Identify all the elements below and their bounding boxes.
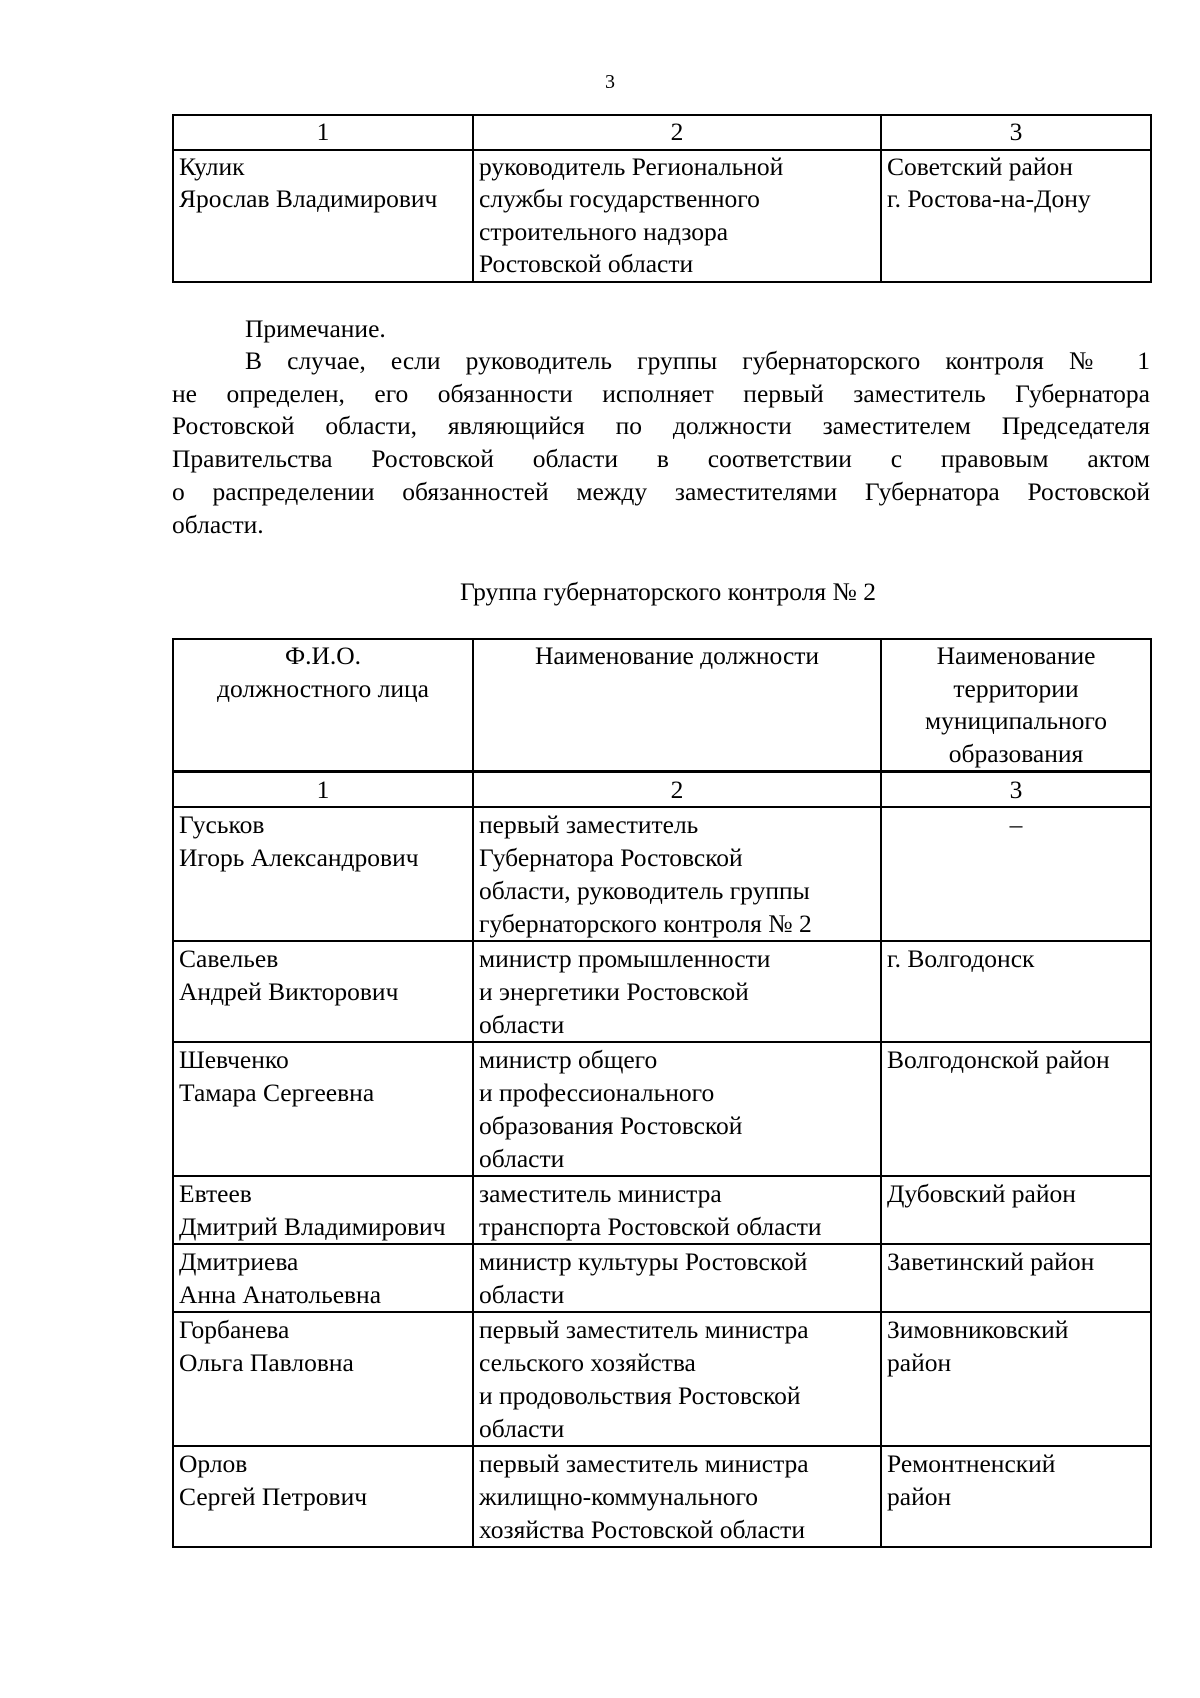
official-name-cell [173,941,473,1042]
table-row [173,807,1151,941]
position-line: министр общего [479,1045,658,1074]
note-line: о распределении обязанностей между заместителями Губернатора Ростовской [172,476,1150,506]
territory-line: – [1009,810,1023,839]
position-line: строительного надзора [479,216,729,246]
column-number: 3 [881,115,1151,150]
territory-line: Зимовниковский [887,1315,1069,1344]
header-position [473,639,881,772]
header-line: территории [953,673,1079,703]
column-number: 2 [473,772,881,808]
position-cell [473,1176,881,1244]
official-name-line: Шевченко [179,1045,289,1074]
position-line: и профессионального [479,1078,715,1107]
position-cell [473,1312,881,1446]
official-name-line: Ярослав Владимирович [179,184,438,213]
header-line: Наименование должности [534,641,820,670]
table-row [173,1312,1151,1446]
table-row [173,1176,1151,1244]
official-name-line: Гуськов [179,810,265,839]
territory-line: район [887,1482,952,1511]
territory-line: район [887,1348,952,1377]
position-line: министр промышленности [479,944,771,973]
note-line: Правительства Ростовской области в соответствии с правовым актом [172,444,1150,474]
table-row [173,1042,1151,1176]
position-line: области [479,1010,565,1039]
header-line: Ф.И.О. [284,641,362,670]
official-name-line: Сергей Петрович [179,1482,368,1511]
position-line: и энергетики Ростовской [479,977,749,1006]
territory-line: Советский район [887,151,1073,181]
position-line: первый заместитель [479,810,699,839]
position-line: образования Ростовской [479,1111,743,1140]
note-line: области. [172,509,264,539]
control-group-table [172,638,1152,1548]
position-cell [473,1042,881,1176]
official-name-line: Савельев [179,944,279,973]
position-line: первый заместитель министра [479,1315,809,1344]
territory-line: Заветинский район [887,1247,1095,1276]
official-name-cell [173,1244,473,1312]
position-line: министр культуры Ростовской [479,1247,808,1276]
header-territory [881,639,1151,772]
position-line: службы государственного [479,184,760,213]
position-cell [473,150,881,282]
table-body [173,807,1151,1547]
position-line: области, руководитель группы [479,876,810,905]
position-line: жилищно-коммунального [479,1482,759,1511]
official-name-cell [173,1176,473,1244]
header-official-name [173,639,473,772]
position-cell [473,941,881,1042]
territory-cell [881,1176,1151,1244]
column-number: 1 [173,115,473,150]
official-name-line: Горбанева [179,1315,290,1344]
territory-line: г. Ростова-на-Дону [887,184,1091,213]
territory-cell [881,807,1151,941]
official-name-line: Ольга Павловна [179,1348,354,1377]
territory-line: г. Волгодонск [887,944,1035,973]
position-line: Ростовской области [479,249,694,278]
territory-cell [881,941,1151,1042]
territory-cell [881,1446,1151,1547]
official-name-line: Дмитриева [179,1247,299,1276]
official-name-line: Тамара Сергеевна [179,1078,375,1107]
continuation-table [172,114,1152,283]
official-name-line: Анна Анатольевна [179,1280,382,1309]
position-line: губернаторского контроля № 2 [479,909,812,938]
territory-line: Волгодонской район [887,1045,1110,1074]
column-number-row [173,772,1151,808]
position-line: сельского хозяйства [479,1348,696,1377]
note-line: Ростовской области, являющийся по должности заместителем Председателя [172,411,1150,441]
header-line: должностного лица [217,673,429,703]
official-name-line: Орлов [179,1449,248,1478]
table-row [173,941,1151,1042]
note-title: Примечание. [245,314,386,343]
official-name-cell [173,150,473,282]
column-number-row [173,115,1151,150]
table-row [173,1446,1151,1547]
column-number: 1 [173,772,473,808]
territory-cell [881,1312,1151,1446]
position-line: области [479,1280,565,1309]
position-line: транспорта Ростовской области [479,1212,822,1241]
table-header-row [173,639,1151,772]
territory-cell [881,150,1151,282]
group-title: Группа губернаторского контроля № 2 [460,577,876,606]
position-line: первый заместитель министра [479,1449,809,1478]
position-line: Губернатора Ростовской [479,843,743,872]
table-row [173,1244,1151,1312]
territory-cell [881,1244,1151,1312]
official-name-cell [173,1446,473,1547]
position-line: и продовольствия Ростовской [479,1381,801,1410]
official-name-line: Кулик [179,151,245,181]
position-cell [473,807,881,941]
note-line: не определен, его обязанности исполняет первый заместитель Губернатора [172,378,1150,408]
header-line: муниципального [925,706,1107,735]
position-cell [473,1446,881,1547]
official-name-cell [173,1042,473,1176]
position-line: области [479,1144,565,1173]
territory-line: Дубовский район [887,1179,1076,1208]
column-number: 3 [881,772,1151,808]
official-name-line: Дмитрий Владимирович [179,1212,446,1241]
territory-cell [881,1042,1151,1176]
column-number: 2 [473,115,881,150]
position-line: области [479,1414,565,1443]
position-line: руководитель Региональной [479,151,784,181]
official-name-line: Евтеев [179,1179,252,1208]
territory-line: Ремонтненский [887,1449,1056,1478]
position-line: заместитель министра [479,1179,722,1208]
official-name-line: Андрей Викторович [179,977,399,1006]
note-line: В случае, если руководитель группы губернаторского контроля № 1 [245,346,1150,375]
position-line: хозяйства Ростовской области [479,1515,805,1544]
position-cell [473,1244,881,1312]
official-name-cell [173,807,473,941]
header-line: Наименование [936,641,1096,670]
header-line: образования [948,738,1084,768]
table-row [173,150,1151,282]
note-body [172,345,1150,541]
official-name-line: Игорь Александрович [179,843,419,872]
official-name-cell [173,1312,473,1446]
page-number: 3 [605,71,615,93]
